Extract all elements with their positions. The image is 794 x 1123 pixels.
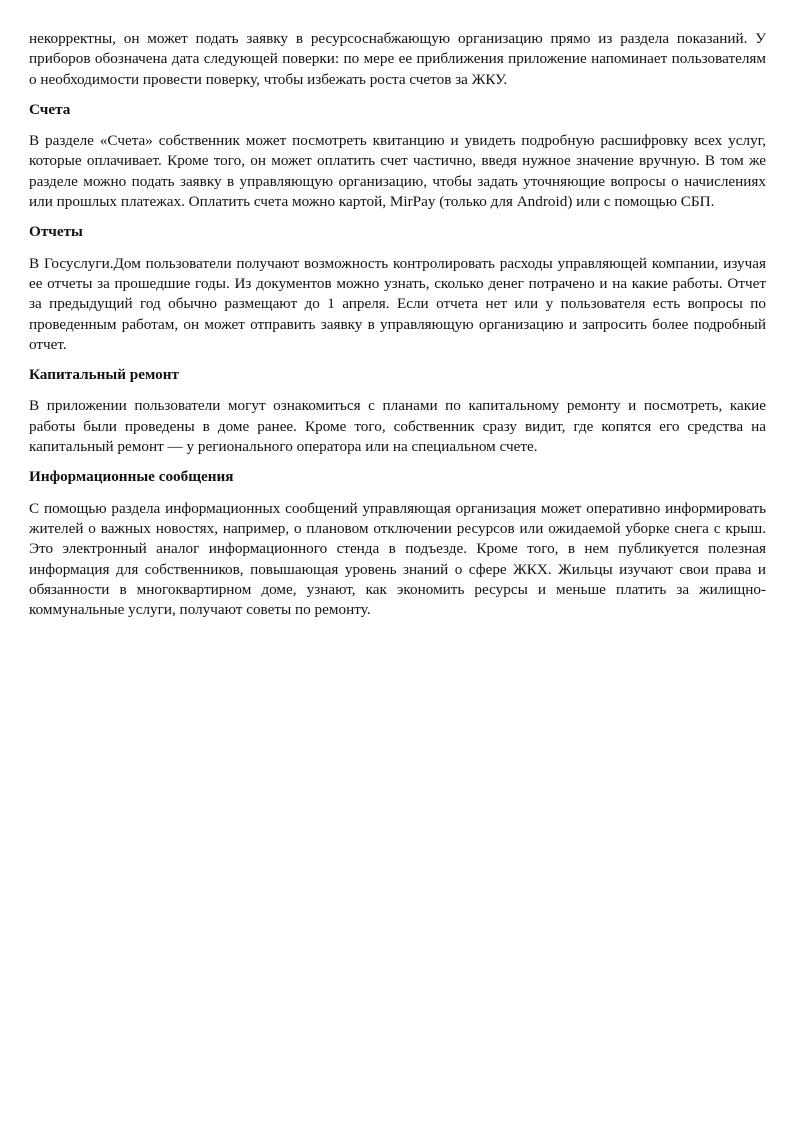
section-heading-capital-repair: Капитальный ремонт (29, 366, 179, 384)
intro-paragraph: некорректны, он может подать заявку в ресурсоснабжающую организацию прямо из раздела показаний. У приборов обозначена дата следующей поверки: по мере ее приближения приложение напоминает пользователям о необходимости провести поверку, чтобы избежать роста счетов за ЖКУ. (29, 30, 766, 88)
section-heading-info-messages: Информационные сообщения (29, 468, 234, 486)
section-heading-reports: Отчеты (29, 223, 83, 241)
section-paragraph-info-messages: С помощью раздела информационных сообщений управляющая организация может оперативно информировать жителей о важных новостях, например, о плановом отключении ресурсов или ожидаемой уборке снега с крыш. Это электронный аналог информационного стенда в подъезде. Кроме того, в нем публикуется полезная информация для собственников, повышающая уровень знаний о сфере ЖКХ. Жильцы изучают свои права и обязанности в многоквартирном доме, узнают, как экономить ресурсы и меньше платить за жилищно-коммунальные услуги, получают советы по ремонту. (29, 499, 766, 619)
section-paragraph-bills: В разделе «Счета» собственник может посмотреть квитанцию и увидеть подробную расшифровку всех услуг, которые оплачивает. Кроме того, он может оплатить счет частично, введя нужное значение вручную. В том же разделе можно подать заявку в управляющую организацию, чтобы задать уточняющие вопросы о начислениях или прошлых платежах. Оплатить счета можно картой, MirPay (только для Android) или с помощью СБП. (29, 132, 766, 211)
section-heading-bills: Счета (29, 100, 71, 118)
section-paragraph-capital-repair: В приложении пользователи могут ознакомиться с планами по капитальному ремонту и посмотреть, какие работы были проведены в доме ранее. Кроме того, собственник сразу видит, где копятся его средства на капитальный ремонт — у регионального оператора или на специальном счете. (29, 397, 766, 456)
section-paragraph-reports: В Госуслуги.Дом пользователи получают возможность контролировать расходы управляющей компании, изучая ее отчеты за прошедшие годы. Из документов можно узнать, сколько денег потрачено и на какие работы. Отчет за предыдущий год обычно размещают до 1 апреля. Если отчета нет или у пользователя есть вопросы по проведенным работам, он может отправить заявку в управляющую организацию и запросить более подробный отчет. (29, 254, 766, 353)
document-page (29, 29, 766, 620)
